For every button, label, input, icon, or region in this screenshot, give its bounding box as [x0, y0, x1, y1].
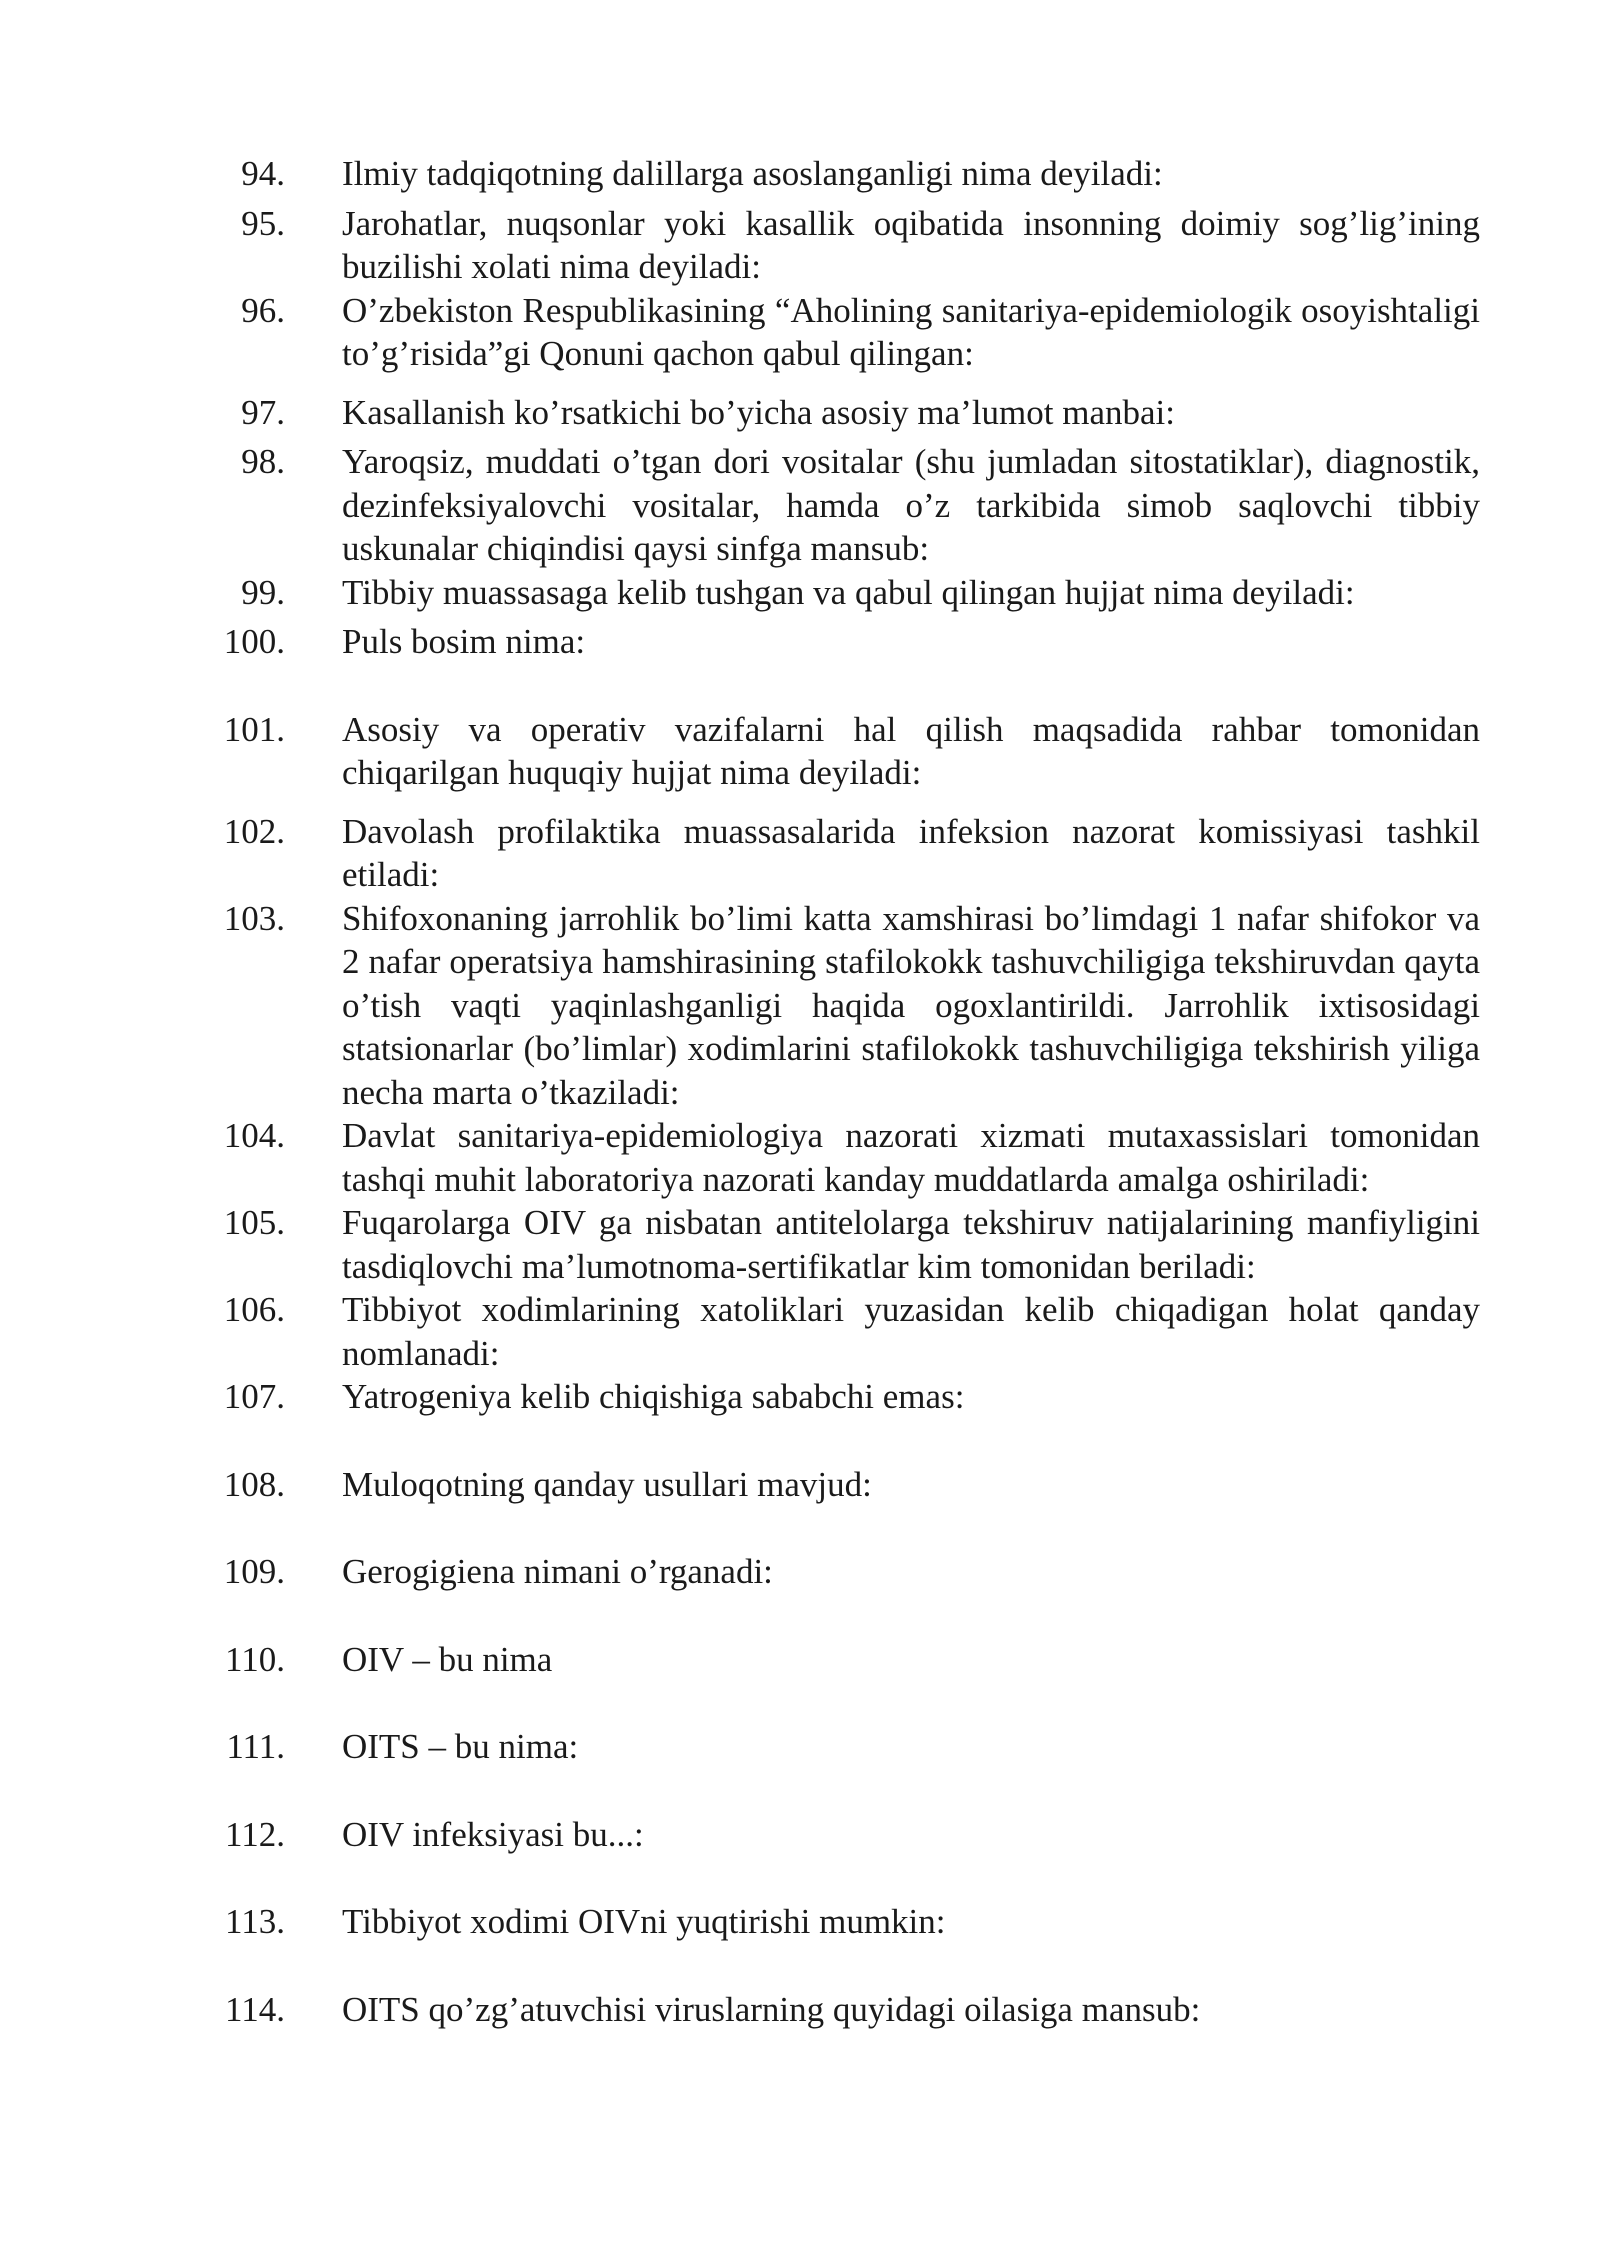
- item-number: 107.: [223, 1377, 285, 1416]
- item-number: 94.: [241, 154, 285, 193]
- item-number: 109.: [223, 1552, 285, 1591]
- item-text: Jarohatlar, nuqsonlar yoki kasallik oqibatida insonning doimiy sog’lig’ining buzilishi xolati nima deyiladi:: [342, 203, 1480, 286]
- list-item: [215, 1725, 1480, 1769]
- item-text: OIV – bu nima: [342, 1639, 553, 1679]
- list-item: [215, 1114, 1480, 1201]
- list-item: [215, 289, 1480, 376]
- list-item: [215, 810, 1480, 897]
- item-text: Tibbiyot xodimi OIVni yuqtirishi mumkin:: [342, 1902, 946, 1941]
- list-item: [215, 440, 1480, 571]
- item-text: Fuqarolarga OIV ga nisbatan antitelolarga tekshiruv natijalarining manfiyligini tasdiqlovchi ma’lumotnoma-sertifikatlar kim tomonidan beriladi:: [342, 1203, 1480, 1286]
- item-text: OITS – bu nima:: [342, 1727, 579, 1766]
- item-text: Gerogigiena nimani o’rganadi:: [342, 1552, 773, 1591]
- list-item: [215, 1988, 1480, 2032]
- item-text: Yaroqsiz, muddati o’tgan dori vositalar (shu jumladan sitostatiklar), diagnostik, dezinfeksiyalovchi vositalar, hamda o’z tarkibida simob saqlovchi tibbiy uskunalar chiqindisi qaysi sinfga mansub:: [342, 442, 1480, 568]
- list-item: [215, 571, 1480, 615]
- item-number: 96.: [241, 290, 285, 330]
- list-item: [215, 1900, 1480, 1944]
- item-number: 95.: [241, 203, 285, 243]
- item-number: 98.: [241, 442, 285, 481]
- item-number: 103.: [223, 898, 285, 938]
- item-number: 104.: [223, 1116, 285, 1155]
- item-number: 111.: [226, 1727, 285, 1766]
- item-text: OIV infeksiyasi bu...:: [342, 1814, 644, 1854]
- list-item: [215, 152, 1480, 196]
- list-item: [215, 1288, 1480, 1375]
- list-item: [215, 391, 1480, 435]
- item-number: 105.: [223, 1203, 285, 1242]
- list-item: [215, 1550, 1480, 1594]
- list-item: [215, 620, 1480, 664]
- item-text: Davolash profilaktika muassasalarida infeksion nazorat komissiyasi tashkil etiladi:: [342, 811, 1480, 894]
- item-text: Tibbiy muassasaga kelib tushgan va qabul qilingan hujjat nima deyiladi:: [342, 572, 1355, 612]
- item-number: 97.: [241, 392, 285, 432]
- item-number: 101.: [223, 709, 285, 749]
- item-text: Tibbiyot xodimlarining xatoliklari yuzasidan kelib chiqadigan holat qanday nomlanadi:: [342, 1290, 1480, 1373]
- item-text: Muloqotning qanday usullari mavjud:: [342, 1464, 872, 1504]
- item-number: 108.: [223, 1464, 285, 1504]
- item-text: Ilmiy tadqiqotning dalillarga asoslanganligi nima deyiladi:: [342, 154, 1163, 193]
- item-text: Shifoxonaning jarrohlik bo’limi katta xamshirasi bo’limdagi 1 nafar shifokor va 2 nafar operatsiya hamshirasining stafilokokk tashuvchiligiga tekshiruvdan qayta o’tish vaqti yaqinlashganligi haqida ogoxlantirildi. Jarrohlik ixtisosidagi statsionarlar (bo’limlar) xodimlarini stafilokokk tashuvchiligiga tekshirish yiliga necha marta o’tkaziladi:: [342, 898, 1480, 1112]
- list-item: [215, 708, 1480, 795]
- item-number: 102.: [223, 811, 285, 851]
- item-text: Puls bosim nima:: [342, 622, 586, 661]
- item-number: 100.: [223, 622, 285, 661]
- item-number: 114.: [225, 1989, 285, 2029]
- list-item: [215, 1375, 1480, 1419]
- question-list: [215, 152, 1480, 2031]
- list-item: [215, 1638, 1480, 1682]
- list-item: [215, 202, 1480, 289]
- list-item: [215, 1813, 1480, 1857]
- list-item: [215, 897, 1480, 1115]
- item-number: 110.: [225, 1639, 285, 1679]
- list-item: [215, 1201, 1480, 1288]
- item-number: 99.: [241, 572, 285, 612]
- item-text: OITS qo’zg’atuvchisi viruslarning quyidagi oilasiga mansub:: [342, 1989, 1201, 2029]
- item-number: 113.: [225, 1902, 285, 1941]
- list-item: [215, 1463, 1480, 1507]
- item-text: Kasallanish ko’rsatkichi bo’yicha asosiy ma’lumot manbai:: [342, 392, 1175, 432]
- item-number: 106.: [223, 1290, 285, 1329]
- item-text: Yatrogeniya kelib chiqishiga sababchi emas:: [342, 1377, 965, 1416]
- item-text: Davlat sanitariya-epidemiologiya nazorati xizmati mutaxassislari tomonidan tashqi muhit laboratoriya nazorati kanday muddatlarda amalga oshiriladi:: [342, 1116, 1480, 1199]
- item-number: 112.: [225, 1814, 285, 1854]
- item-text: O’zbekiston Respublikasining “Aholining sanitariya-epidemiologik osoyishtaligi to’g’risida”gi Qonuni qachon qabul qilingan:: [342, 290, 1480, 373]
- item-text: Asosiy va operativ vazifalarni hal qilish maqsadida rahbar tomonidan chiqarilgan huquqiy hujjat nima deyiladi:: [342, 709, 1480, 792]
